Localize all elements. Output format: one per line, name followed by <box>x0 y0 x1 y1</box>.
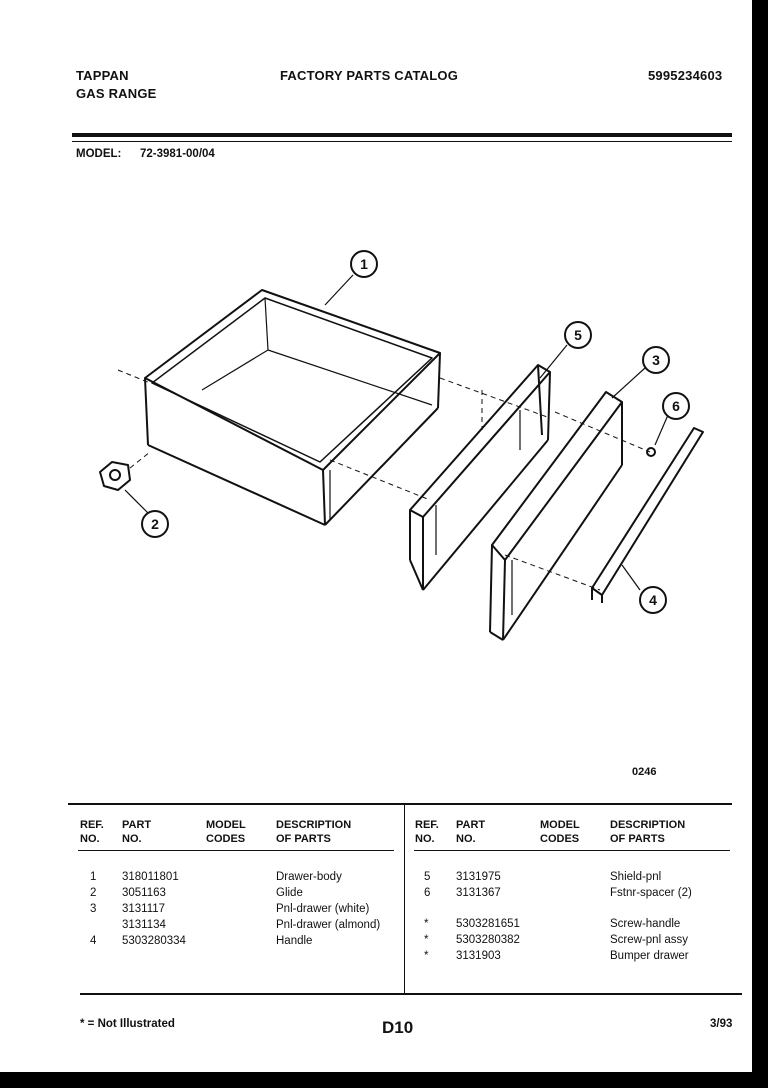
product-name: GAS RANGE <box>76 86 157 101</box>
part-description: Handle <box>276 935 313 947</box>
part-description: Pnl-drawer (white) <box>276 903 370 915</box>
header-underline-right <box>414 850 730 851</box>
catalog-title: FACTORY PARTS CATALOG <box>280 68 459 83</box>
table-divider <box>404 805 405 995</box>
part-no: 318011801 <box>122 871 179 883</box>
model-header-left: MODEL CODES <box>206 819 246 845</box>
ref-no: 6 <box>424 887 431 899</box>
catalog-number: 5995234603 <box>648 68 723 83</box>
part-no: 3051163 <box>122 887 166 899</box>
ref-no: 5 <box>424 871 431 883</box>
revision-date: 3/93 <box>710 1018 733 1030</box>
scan-border-bottom <box>0 1072 768 1088</box>
part-header-left: PART NO. <box>122 819 152 845</box>
part-no: 5303281651 <box>456 918 520 930</box>
callout-2: 2 <box>151 516 159 532</box>
part-header-right: PART NO. <box>456 819 486 845</box>
ref-no: 1 <box>90 871 97 883</box>
spacer-part <box>647 448 655 456</box>
callout-6: 6 <box>672 398 680 414</box>
page-number: D10 <box>382 1018 414 1037</box>
ref-no: 4 <box>90 935 97 947</box>
brand-name: TAPPAN <box>76 68 129 83</box>
part-description: Drawer-body <box>276 871 342 883</box>
part-no: 3131367 <box>456 887 501 899</box>
part-description: Shield-pnl <box>610 871 662 883</box>
callout-5: 5 <box>574 327 582 343</box>
table-bottom-rule <box>80 993 742 995</box>
part-description: Screw-pnl assy <box>610 934 688 946</box>
model-value: 72-3981-00/04 <box>140 148 215 160</box>
part-no: 3131117 <box>122 903 166 915</box>
callout-3: 3 <box>652 352 660 368</box>
ref-no: 2 <box>90 887 97 899</box>
desc-header-left: DESCRIPTION OF PARTS <box>276 819 352 845</box>
desc-header-right: DESCRIPTION OF PARTS <box>610 819 686 845</box>
ref-no: * <box>424 918 429 930</box>
part-no: 5303280382 <box>456 934 520 946</box>
part-description: Pnl-drawer (almond) <box>276 919 381 931</box>
part-description: Screw-handle <box>610 918 681 930</box>
ref-no: 3 <box>90 903 97 915</box>
callout-4: 4 <box>649 592 657 608</box>
ref-header-left: REF. NO. <box>80 819 104 845</box>
drawer-body-part <box>145 290 440 525</box>
part-description: Glide <box>276 887 303 899</box>
part-no: 5303280334 <box>122 935 186 947</box>
callout-1: 1 <box>360 256 368 272</box>
shield-panel-part <box>410 365 550 590</box>
header-underline-left <box>78 850 394 851</box>
model-header-right: MODEL CODES <box>540 819 580 845</box>
part-description: Bumper drawer <box>610 950 689 962</box>
ref-no: * <box>424 934 429 946</box>
part-no: 3131975 <box>456 871 501 883</box>
model-label: MODEL: <box>76 148 122 160</box>
footnote: * = Not Illustrated <box>80 1018 175 1030</box>
table-top-rule <box>68 803 732 805</box>
part-no: 3131134 <box>122 919 166 931</box>
ref-no: * <box>424 950 429 962</box>
part-no: 3131903 <box>456 950 501 962</box>
ref-header-right: REF. NO. <box>415 819 439 845</box>
figure-code: 0246 <box>632 766 657 778</box>
part-description: Fstnr-spacer (2) <box>610 887 692 899</box>
glide-part <box>100 462 130 490</box>
